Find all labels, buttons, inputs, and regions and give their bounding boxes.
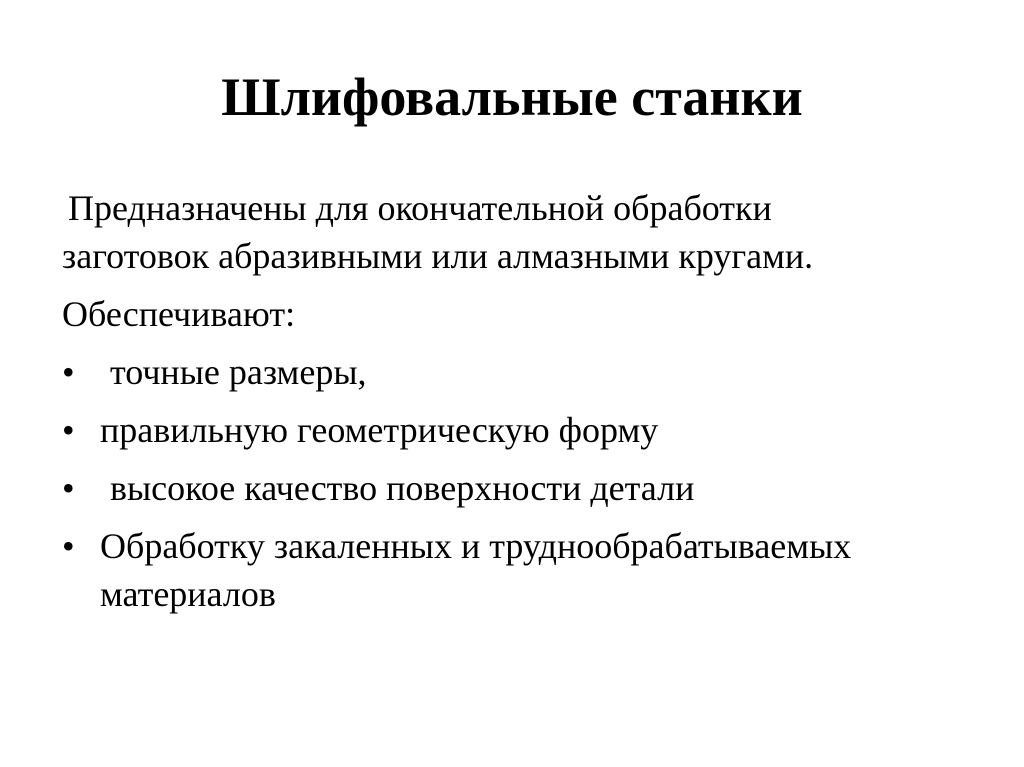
bullet-list (62, 348, 982, 618)
intro-line-2: заготовок абразивными или алмазными кругами. (62, 236, 814, 276)
provides-label: Обеспечивают: (62, 294, 296, 334)
list-item-text: правильную геометрическую форму (100, 410, 659, 450)
intro-paragraph (62, 184, 982, 280)
list-item-text: высокое качество поверхности детали (110, 468, 695, 508)
list-item (62, 522, 982, 618)
slide-title: Шлифовальные станки (221, 67, 803, 127)
bullet-icon: • (62, 410, 75, 450)
slide-content (62, 184, 982, 628)
list-item (62, 406, 982, 454)
bullet-icon: • (62, 352, 75, 392)
intro-line-1: Предназначены для окончательной обработки (68, 188, 772, 228)
list-item (62, 348, 982, 396)
bullet-icon: • (62, 526, 75, 566)
list-item-text: Обработку закаленных и труднообрабатываемых материалов (100, 526, 852, 614)
list-item-text: точные размеры, (110, 352, 367, 392)
list-item (62, 464, 982, 512)
bullet-icon: • (62, 468, 75, 508)
